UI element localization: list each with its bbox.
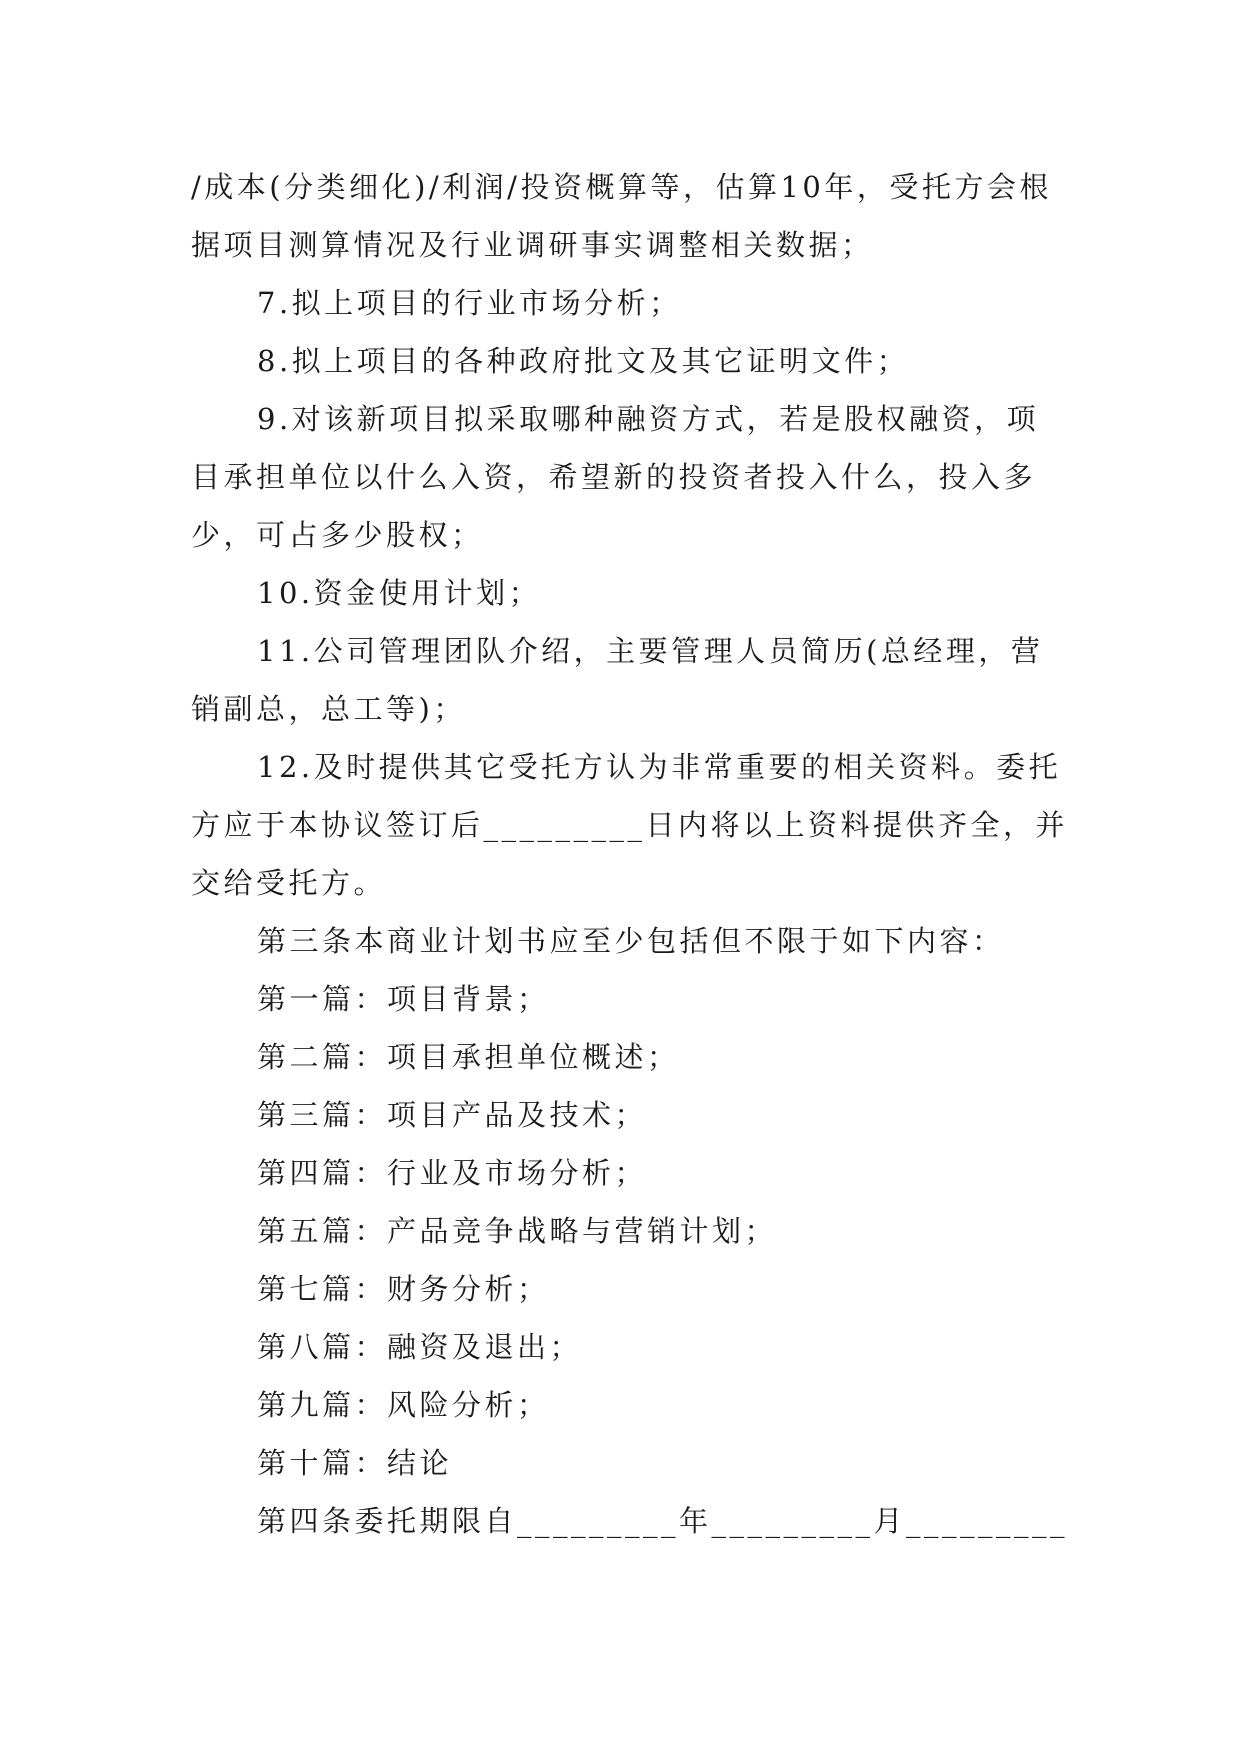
list-item-9: 9.对该新项目拟采取哪种融资方式，若是股权融资，项目承担单位以什么入资，希望新的投资者投入什么，投入多少，可占多少股权； (191, 402, 1040, 552)
list-item-12: 12.及时提供其它受托方认为非常重要的相关资料。委托方应于本协议签订后_________日内将以上资料提供齐全，并交给受托方。 (191, 750, 1069, 900)
chapter-2: 第二篇：项目承担单位概述； (257, 1040, 680, 1074)
list-item-11: 11.公司管理团队介绍，主要管理人员简历(总经理，营销副总，总工等)； (191, 634, 1044, 726)
list-item-7: 7.拟上项目的行业市场分析； (257, 286, 682, 320)
chapter-7: 第七篇：财务分析； (257, 1272, 550, 1306)
chapter-5: 第五篇：产品竞争战略与营销计划； (257, 1214, 778, 1248)
article-4-term: 第四条委托期限自_________年_________月_________ (257, 1504, 1069, 1538)
list-item-8: 8.拟上项目的各种政府批文及其它证明文件； (257, 344, 910, 378)
chapter-4: 第四篇：行业及市场分析； (257, 1156, 648, 1190)
list-item-10: 10.资金使用计划； (257, 576, 542, 610)
paragraph-cost-estimate: /成本(分类细化)/利润/投资概算等，估算10年，受托方会根据项目测算情况及行业调研事实调整相关数据； (191, 170, 1052, 262)
document-body (191, 158, 1071, 1550)
article-3-heading: 第三条本商业计划书应至少包括但不限于如下内容： (257, 924, 1005, 958)
chapter-9: 第九篇：风险分析； (257, 1388, 550, 1422)
chapter-8: 第八篇：融资及退出； (257, 1330, 583, 1364)
chapter-10: 第十篇：结论 (257, 1446, 453, 1480)
chapter-1: 第一篇：项目背景； (257, 982, 550, 1016)
chapter-3: 第三篇：项目产品及技术； (257, 1098, 648, 1132)
